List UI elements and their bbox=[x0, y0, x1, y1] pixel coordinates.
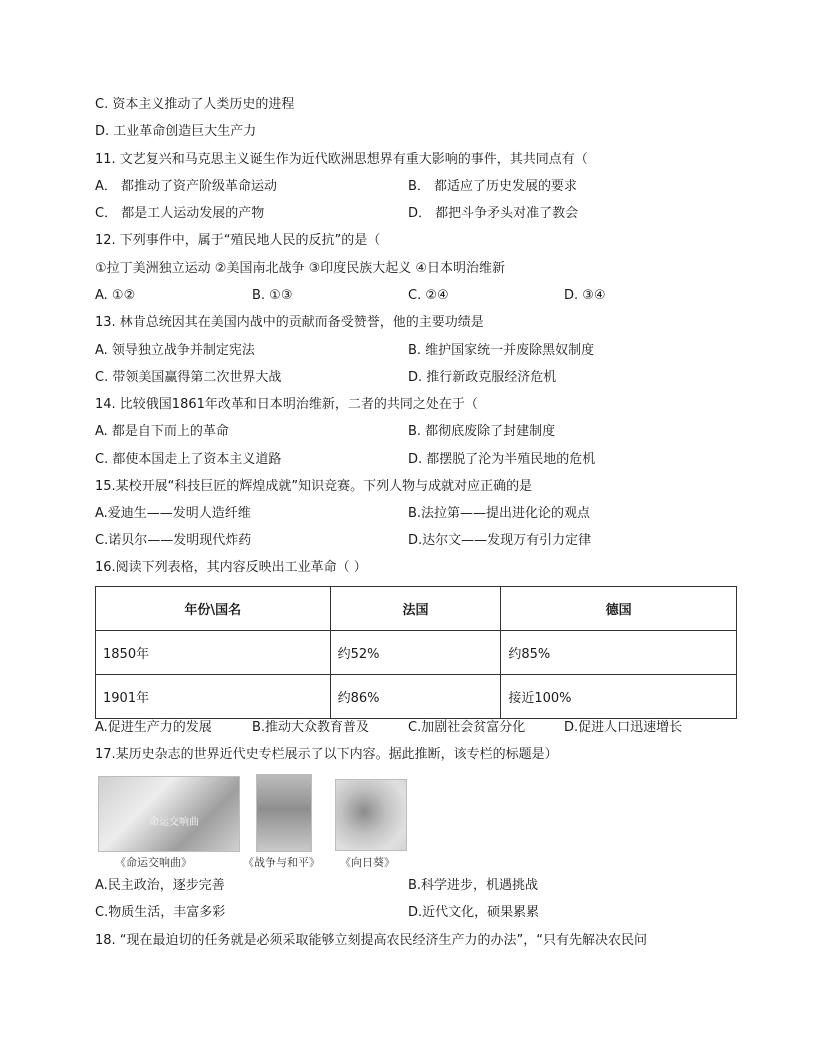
image-caption: 《命运交响曲》 bbox=[115, 856, 192, 869]
q17-option-c: C.物质生活，丰富多彩 bbox=[95, 905, 226, 920]
war-and-peace-image bbox=[256, 774, 312, 852]
q11-option-d: D． 都把斗争矛头对准了教会 bbox=[408, 206, 579, 221]
table-cell: 1901年 bbox=[96, 675, 331, 719]
q14-option-c: C. 都使本国走上了资本主义道路 bbox=[95, 452, 282, 467]
q12-option-a: A. ①② bbox=[95, 288, 136, 303]
q16-option-b: B.推动大众教育普及 bbox=[252, 720, 370, 735]
symphony-image bbox=[98, 776, 240, 852]
question-16: 16.阅读下列表格，其内容反映出工业革命（ ） bbox=[95, 560, 367, 575]
sunflowers-image bbox=[335, 779, 407, 851]
image-caption: 《战争与和平》 bbox=[243, 856, 320, 869]
q11-option-a: A． 都推动了资产阶级革命运动 bbox=[95, 179, 278, 194]
option-line: D. 工业革命创造巨大生产力 bbox=[95, 124, 257, 139]
q13-option-d: D. 推行新政克服经济危机 bbox=[408, 370, 557, 385]
q16-option-c: C.加剧社会贫富分化 bbox=[408, 720, 526, 735]
q14-option-d: D. 都摆脱了沦为半殖民地的危机 bbox=[408, 452, 596, 467]
table-cell: 1850年 bbox=[96, 631, 331, 675]
data-table bbox=[95, 586, 737, 719]
q17-option-d: D.近代文化，硕果累累 bbox=[408, 905, 540, 920]
table-cell: 接近100% bbox=[501, 675, 737, 719]
artwork-images bbox=[95, 774, 415, 870]
question-12: 12. 下列事件中，属于“殖民地人民的反抗”的是（ bbox=[95, 233, 381, 248]
q12-option-b: B. ①③ bbox=[252, 288, 293, 303]
table-row bbox=[96, 631, 737, 675]
q12-items: ①拉丁美洲独立运动 ②美国南北战争 ③印度民族大起义 ④日本明治维新 bbox=[95, 261, 506, 276]
table-header-cell: 法国 bbox=[330, 587, 501, 631]
symphony-image-text: 命运交响曲 bbox=[149, 817, 199, 828]
q14-option-a: A. 都是自下而上的革命 bbox=[95, 424, 229, 439]
table-header-cell: 德国 bbox=[501, 587, 737, 631]
table-header-cell: 年份\国名 bbox=[96, 587, 331, 631]
table-cell: 约86% bbox=[330, 675, 501, 719]
q12-option-c: C. ②④ bbox=[408, 288, 449, 303]
q14-option-b: B. 都彻底废除了封建制度 bbox=[408, 424, 556, 439]
q15-option-c: C.诺贝尔——发明现代炸药 bbox=[95, 533, 252, 548]
q16-option-d: D.促进人口迅速增长 bbox=[564, 720, 683, 735]
q17-option-b: B.科学进步，机遇挑战 bbox=[408, 878, 539, 893]
table-row bbox=[96, 675, 737, 719]
question-17: 17.某历史杂志的世界近代史专栏展示了以下内容。据此推断，该专栏的标题是） bbox=[95, 747, 558, 762]
table-cell: 约52% bbox=[330, 631, 501, 675]
q11-option-b: B． 都适应了历史发展的要求 bbox=[408, 179, 578, 194]
q13-option-c: C. 带领美国赢得第二次世界大战 bbox=[95, 370, 282, 385]
question-15: 15.某校开展“科技巨匠的辉煌成就”知识竞赛。下列人物与成就对应正确的是 bbox=[95, 479, 533, 494]
q15-option-b: B.法拉第——提出进化论的观点 bbox=[408, 506, 591, 521]
q13-option-a: A. 领导独立战争并制定宪法 bbox=[95, 343, 255, 358]
question-11: 11. 文艺复兴和马克思主义诞生作为近代欧洲思想界有重大影响的事件，其共同点有（ bbox=[95, 152, 588, 167]
question-14: 14. 比较俄国1861年改革和日本明治维新，二者的共同之处在于（ bbox=[95, 397, 478, 412]
q11-option-c: C． 都是工人运动发展的产物 bbox=[95, 206, 265, 221]
q15-option-d: D.达尔文——发现万有引力定律 bbox=[408, 533, 592, 548]
q15-option-a: A.爱迪生——发明人造纤维 bbox=[95, 506, 251, 521]
question-18: 18. “现在最迫切的任务就是必须采取能够立刻提高农民经济生产力的办法”，“只有先解决农民问 bbox=[95, 933, 648, 948]
q17-option-a: A.民主政治，逐步完善 bbox=[95, 878, 225, 893]
table-header-row bbox=[96, 587, 737, 631]
q16-option-a: A.促进生产力的发展 bbox=[95, 720, 212, 735]
table-cell: 约85% bbox=[501, 631, 737, 675]
question-13: 13. 林肯总统因其在美国内战中的贡献而备受赞誉，他的主要功绩是 bbox=[95, 315, 484, 330]
option-line: C. 资本主义推动了人类历史的进程 bbox=[95, 97, 295, 112]
q12-option-d: D. ③④ bbox=[564, 288, 606, 303]
q13-option-b: B. 维护国家统一并废除黑奴制度 bbox=[408, 343, 595, 358]
image-caption: 《向日葵》 bbox=[340, 856, 395, 869]
